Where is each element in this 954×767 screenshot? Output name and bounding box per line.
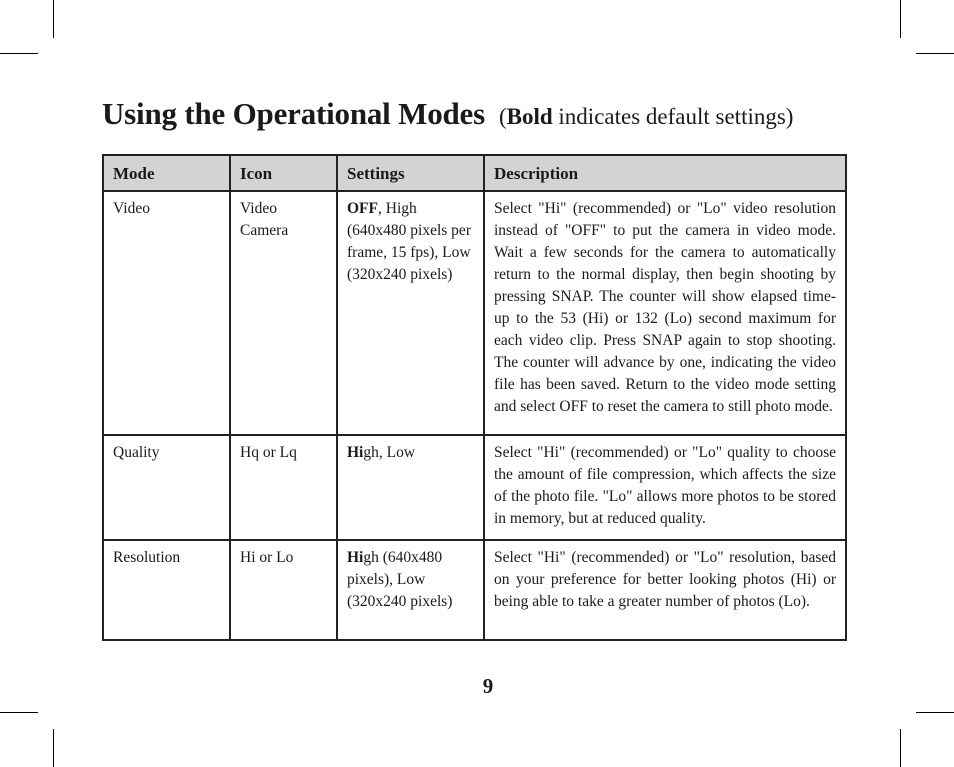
icon-cell: Hi or Lo <box>230 540 337 640</box>
crop-mark <box>916 53 954 54</box>
description-cell: Select "Hi" (recommended) or "Lo" quality to choose the amount of file compression, which affects the size of the photo file. "Lo" allows more photos to be stored in memory, but at reduced quality. <box>484 435 846 540</box>
page-heading <box>102 96 862 132</box>
settings-cell: OFF, High (640x480 pixels per frame, 15 fps), Low (320x240 pixels) <box>337 191 484 435</box>
column-header-settings: Settings <box>337 155 484 191</box>
page-subtitle: (Bold indicates default settings) <box>498 104 794 129</box>
mode-cell: Quality <box>103 435 230 540</box>
table-row <box>103 191 846 435</box>
page-title: Using the Operational Modes <box>102 96 485 131</box>
crop-mark <box>916 712 954 713</box>
icon-cell: Video Camera <box>230 191 337 435</box>
crop-mark <box>0 712 38 713</box>
operational-modes-table <box>102 154 847 641</box>
crop-mark <box>53 729 54 767</box>
crop-mark <box>53 0 54 38</box>
page-number: 9 <box>482 674 494 698</box>
table-header-row <box>103 155 846 191</box>
settings-cell: High, Low <box>337 435 484 540</box>
table-row <box>103 435 846 540</box>
settings-cell: High (640x480 pixels), Low (320x240 pixels) <box>337 540 484 640</box>
icon-cell: Hq or Lq <box>230 435 337 540</box>
table-row <box>103 540 846 640</box>
column-header-mode: Mode <box>103 155 230 191</box>
crop-mark <box>0 53 38 54</box>
description-cell: Select "Hi" (recommended) or "Lo" resolution, based on your preference for better looking photos (Hi) or being able to take a greater number of photos (Lo). <box>484 540 846 640</box>
column-header-icon: Icon <box>230 155 337 191</box>
crop-mark <box>900 729 901 767</box>
column-header-description: Description <box>484 155 846 191</box>
mode-cell: Video <box>103 191 230 435</box>
crop-mark <box>900 0 901 38</box>
description-cell: Select "Hi" (recommended) or "Lo" video resolution instead of "OFF" to put the camera in video mode. Wait a few seconds for the camera to automatically return to the normal display, then begin shooting by pressing SNAP. The counter will show elapsed time-up to the 53 (Hi) or 132 (Lo) second maximum for each video clip. Press SNAP again to stop shooting. The counter will advance by one, indicating the video file has been saved. Return to the video mode setting and select OFF to reset the camera to still photo mode. <box>484 191 846 435</box>
mode-cell: Resolution <box>103 540 230 640</box>
